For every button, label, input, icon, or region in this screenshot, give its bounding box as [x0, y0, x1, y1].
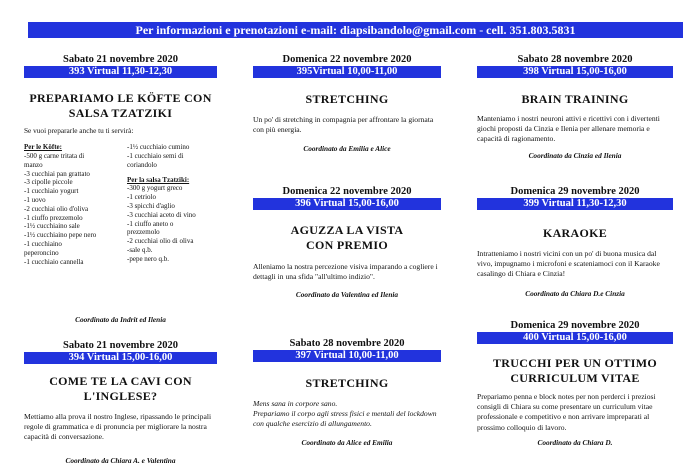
virtual-room-bar: 400 Virtual 15,00-16,00 [477, 332, 673, 344]
virtual-room-bar: 399 Virtual 11,30-12,30 [477, 198, 673, 210]
event-title: COME TE LA CAVI CON L'INGLESE? [49, 374, 192, 403]
virtual-room-bar: 396 Virtual 15,00-16,00 [253, 198, 441, 210]
event-coordinator: Coordinato da Chiara D. [537, 437, 613, 447]
event-date: Domenica 29 novembre 2020 [510, 320, 640, 331]
event-date: Domenica 29 novembre 2020 [510, 186, 640, 197]
event-date: Domenica 22 novembre 2020 [282, 54, 412, 65]
event-coordinator: Coordinato da Indrit ed Ilenia [75, 315, 166, 324]
event-title: KARAOKE [542, 226, 608, 240]
event-karaoke [477, 186, 673, 298]
event-title: BRAIN TRAINING [521, 92, 629, 106]
contact-header-text: Per informazioni e prenotazioni e-mail: diapsibandolo@gmail.com - cell. 351.803.5831 [135, 23, 576, 37]
event-stretching-2 [253, 338, 441, 447]
event-coordinator: Coordinato da Cinzia ed Ilenia [528, 150, 622, 160]
event-date: Domenica 22 novembre 2020 [282, 186, 412, 197]
event-kofte [24, 54, 217, 324]
event-description: Manteniamo i nostri neuroni attivi e ricettivi con i divertenti giochi proposti da Cinzia e Ilenia per allenare memoria e capacità di ragionamento. [477, 114, 660, 144]
event-curriculum [477, 320, 673, 447]
virtual-room-bar: 397 Virtual 10,00-11,00 [253, 350, 441, 362]
event-description: Mettiamo alla prova il nostro Inglese, ripassando le principali regole di grammatica e di pronuncia per migliorare la nostra capacità di conversazione. [24, 412, 212, 442]
event-brain-training [477, 54, 673, 160]
event-title: STRETCHING [305, 92, 389, 106]
ingredients-section [24, 143, 217, 313]
event-description: Prepariamo penna e block notes per non perderci i preziosi consigli di Chiara su come presentare un curriculum vitae professionale e competitivo e non arrivare impreparati al prossimo colloquio di lavoro. [477, 392, 656, 432]
event-stretching-1 [253, 54, 441, 153]
event-intro: Se vuoi prepararle anche tu ti servirà: [24, 126, 134, 135]
event-title: STRETCHING [305, 376, 389, 390]
tzatziki-heading: Per la salsa Tzatziki: [127, 175, 190, 184]
event-date: Sabato 21 novembre 2020 [62, 54, 179, 65]
virtual-room-bar: 398 Virtual 15,00-16,00 [477, 66, 673, 78]
event-coordinator: Coordinato da Alice ed Emilia [301, 437, 393, 447]
tzatziki-ingredients: -1½ cucchiaio cumino -1 cucchiaio semi di coriandolo Per la salsa Tzatziki: -300 g yogurt greco -1 cetriolo -3 spicchi d'aglio -3 cucchiai aceto di vino -1 ciuffo aneto o prezzemolo -2 cucchiai olio di oliva -sale q.b. -pepe nero q.b. [127, 143, 219, 263]
event-date: Sabato 21 novembre 2020 [62, 340, 179, 351]
event-coordinator: Coordinato da Valentina ed Ilenia [295, 290, 399, 300]
event-date: Sabato 28 novembre 2020 [517, 54, 633, 65]
contact-header-bar [28, 22, 683, 38]
event-coordinator: Coordinato da Emilia e Alice [303, 144, 391, 154]
event-coordinator: Coordinato da Chiara D.e Cinzia [525, 288, 625, 298]
virtual-room-bar: 394 Virtual 15,00-16,00 [24, 352, 217, 364]
event-description: Mens sana in corpore sano. Prepariamo il corpo agli stress fisici e mentali del lockdown con qualche esercizio di allungamento. [253, 399, 437, 429]
event-inglese [24, 340, 217, 465]
event-description: Alleniamo la nostra percezione visiva imparando a cogliere i dettagli in una sfida "all'ultimo indizio". [253, 262, 438, 282]
event-coordinator: Coordinato da Chiara A. e Valentina [65, 455, 176, 465]
kofte-heading: Per le Köfte: [24, 143, 62, 152]
event-title: PREPARIAMO LE KÖFTE CON SALSA TZATZIKI [29, 91, 212, 120]
kofte-ingredients: Per le Köfte: -500 g carne tritata di manzo -3 cucchiai pan grattato -3 cipolle piccole -1 cucchiaio yogurt -1 uovo -2 cucchiai olio d'oliva -1 ciuffo prezzemolo -1½ cucchiaino sale -1½ cucchiaino pepe nero -1 cucchiaino peperoncino -1 cucchiaio cannella [24, 143, 119, 266]
virtual-room-bar: 393 Virtual 11,30-12,30 [24, 66, 217, 78]
event-title: TRUCCHI PER UN OTTIMO CURRICULUM VITAE [493, 356, 657, 385]
virtual-room-bar: 395Virtual 10,00-11,00 [253, 66, 441, 78]
event-date: Sabato 28 novembre 2020 [289, 338, 405, 349]
event-aguzza [253, 186, 441, 299]
event-description: Intratteniamo i nostri vicini con un po' di buona musica dal vivo, impugnamo i microfoni e scateniamoci con il Karaoke casalingo di Chiara e Cinzia! [477, 249, 660, 279]
event-title: AGUZZA LA VISTA CON PREMIO [290, 223, 404, 252]
event-description: Un po' di stretching in compagnia per affrontare la giornata con più energia. [253, 115, 434, 135]
